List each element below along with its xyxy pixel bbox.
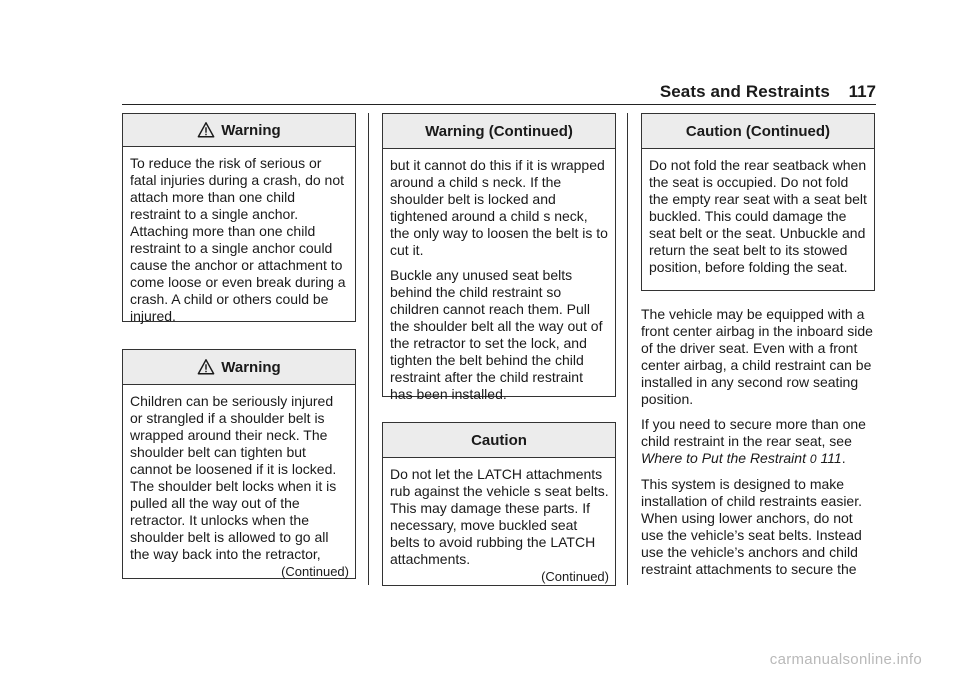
- warning-box-anchor: [122, 113, 356, 322]
- body-paragraph: [641, 416, 877, 468]
- warning-text: Children can be seriously injured or strangled if a shoulder belt is wrapped around their neck. The shoulder belt can tighten but cannot be loosened if it is locked. The shoulder belt locks when it is pulled all the way out of the retractor. It unlocks when the shoulder belt is allowed to go all the way back into the retractor,: [130, 393, 337, 562]
- warning-box-header: [123, 114, 355, 147]
- body-paragraph: The vehicle may be equipped with a front center airbag in the inboard side of the driver seat. Even with a front center airbag, a child restraint can be installed in any second row seating position.: [641, 306, 873, 407]
- warning-box-body: [123, 385, 355, 584]
- caution-continued-text: Do not fold the rear seatback when the seat is occupied. Do not fold the empty rear seat with a seat belt buckled. This could damage the seat belt or the seat. Unbuckle and return the seat belt to its stowed position, before folding the seat.: [649, 157, 867, 275]
- caution-continued-box: [641, 113, 875, 291]
- cross-reference-page: 111: [820, 450, 842, 466]
- continued-label: (Continued): [541, 569, 609, 584]
- warning-box-body: [123, 147, 355, 337]
- caution-box-header: [383, 423, 615, 458]
- header-rule: [122, 104, 876, 105]
- watermark-text: carmanualsonline.info: [769, 651, 922, 668]
- warning-box-shoulder-belt: [122, 349, 356, 579]
- caution-box-body: [383, 458, 615, 589]
- warning-continued-body: [383, 149, 615, 415]
- column-divider: [627, 113, 628, 585]
- page-reference-icon: 0: [809, 452, 817, 466]
- column-divider: [368, 113, 369, 585]
- section-title: Seats and Restraints: [659, 82, 830, 101]
- warning-triangle-icon: [197, 358, 215, 376]
- warning-box-header: [123, 350, 355, 385]
- warning-text: To reduce the risk of serious or fatal injuries during a crash, do not attach more than one child restraint to a single anchor. Attaching more than one child restraint to a single anchor could cause the anchor or attachment to come loose or even break during a crash. A child or others could be injured.: [130, 155, 346, 324]
- warning-box-title: Warning: [221, 121, 281, 139]
- caution-continued-body: [642, 149, 874, 288]
- warning-continued-box: [382, 113, 616, 402]
- cross-reference-link[interactable]: [641, 450, 842, 466]
- warning-continued-para-1: but it cannot do this if it is wrapped around a child s neck. If the shoulder belt is locked and tightened around a child s neck, the only way to loosen the belt is to cut it.: [390, 157, 608, 258]
- warning-continued-header: [383, 114, 615, 149]
- cross-reference-title: Where to Put the Restraint: [641, 450, 806, 466]
- body-text: If you need to secure more than one child restraint in the rear seat, see: [641, 416, 866, 449]
- caution-continued-title: Caution (Continued): [685, 122, 831, 140]
- body-text: .: [841, 450, 846, 466]
- page-header: [122, 80, 876, 106]
- warning-continued-para-2: Buckle any unused seat belts behind the child restraint so children cannot reach them. Pull the shoulder belt all the way out of the retractor to set the lock, and tighten the belt behind the child restraint after the child restraint has been installed.: [390, 267, 603, 402]
- caution-box-latch: [382, 422, 616, 586]
- warning-box-title: Warning: [221, 358, 281, 376]
- warning-triangle-icon: [197, 121, 215, 139]
- body-text-column: [641, 306, 877, 586]
- caution-text: Do not let the LATCH attachments rub against the vehicle s seat belts. This may damage these parts. If necessary, move buckled seat belts to avoid rubbing the LATCH attachments.: [390, 466, 609, 567]
- page-number: 117: [848, 82, 876, 101]
- continued-label: (Continued): [281, 564, 349, 579]
- warning-continued-title: Warning (Continued): [425, 122, 573, 140]
- caution-box-title: Caution: [471, 431, 527, 449]
- caution-continued-header: [642, 114, 874, 149]
- body-paragraph: This system is designed to make installation of child restraints easier. When using lower anchors, do not use the vehicle’s seat belts. Instead use the vehicle’s anchors and child restraint attachments to secure the: [641, 476, 862, 577]
